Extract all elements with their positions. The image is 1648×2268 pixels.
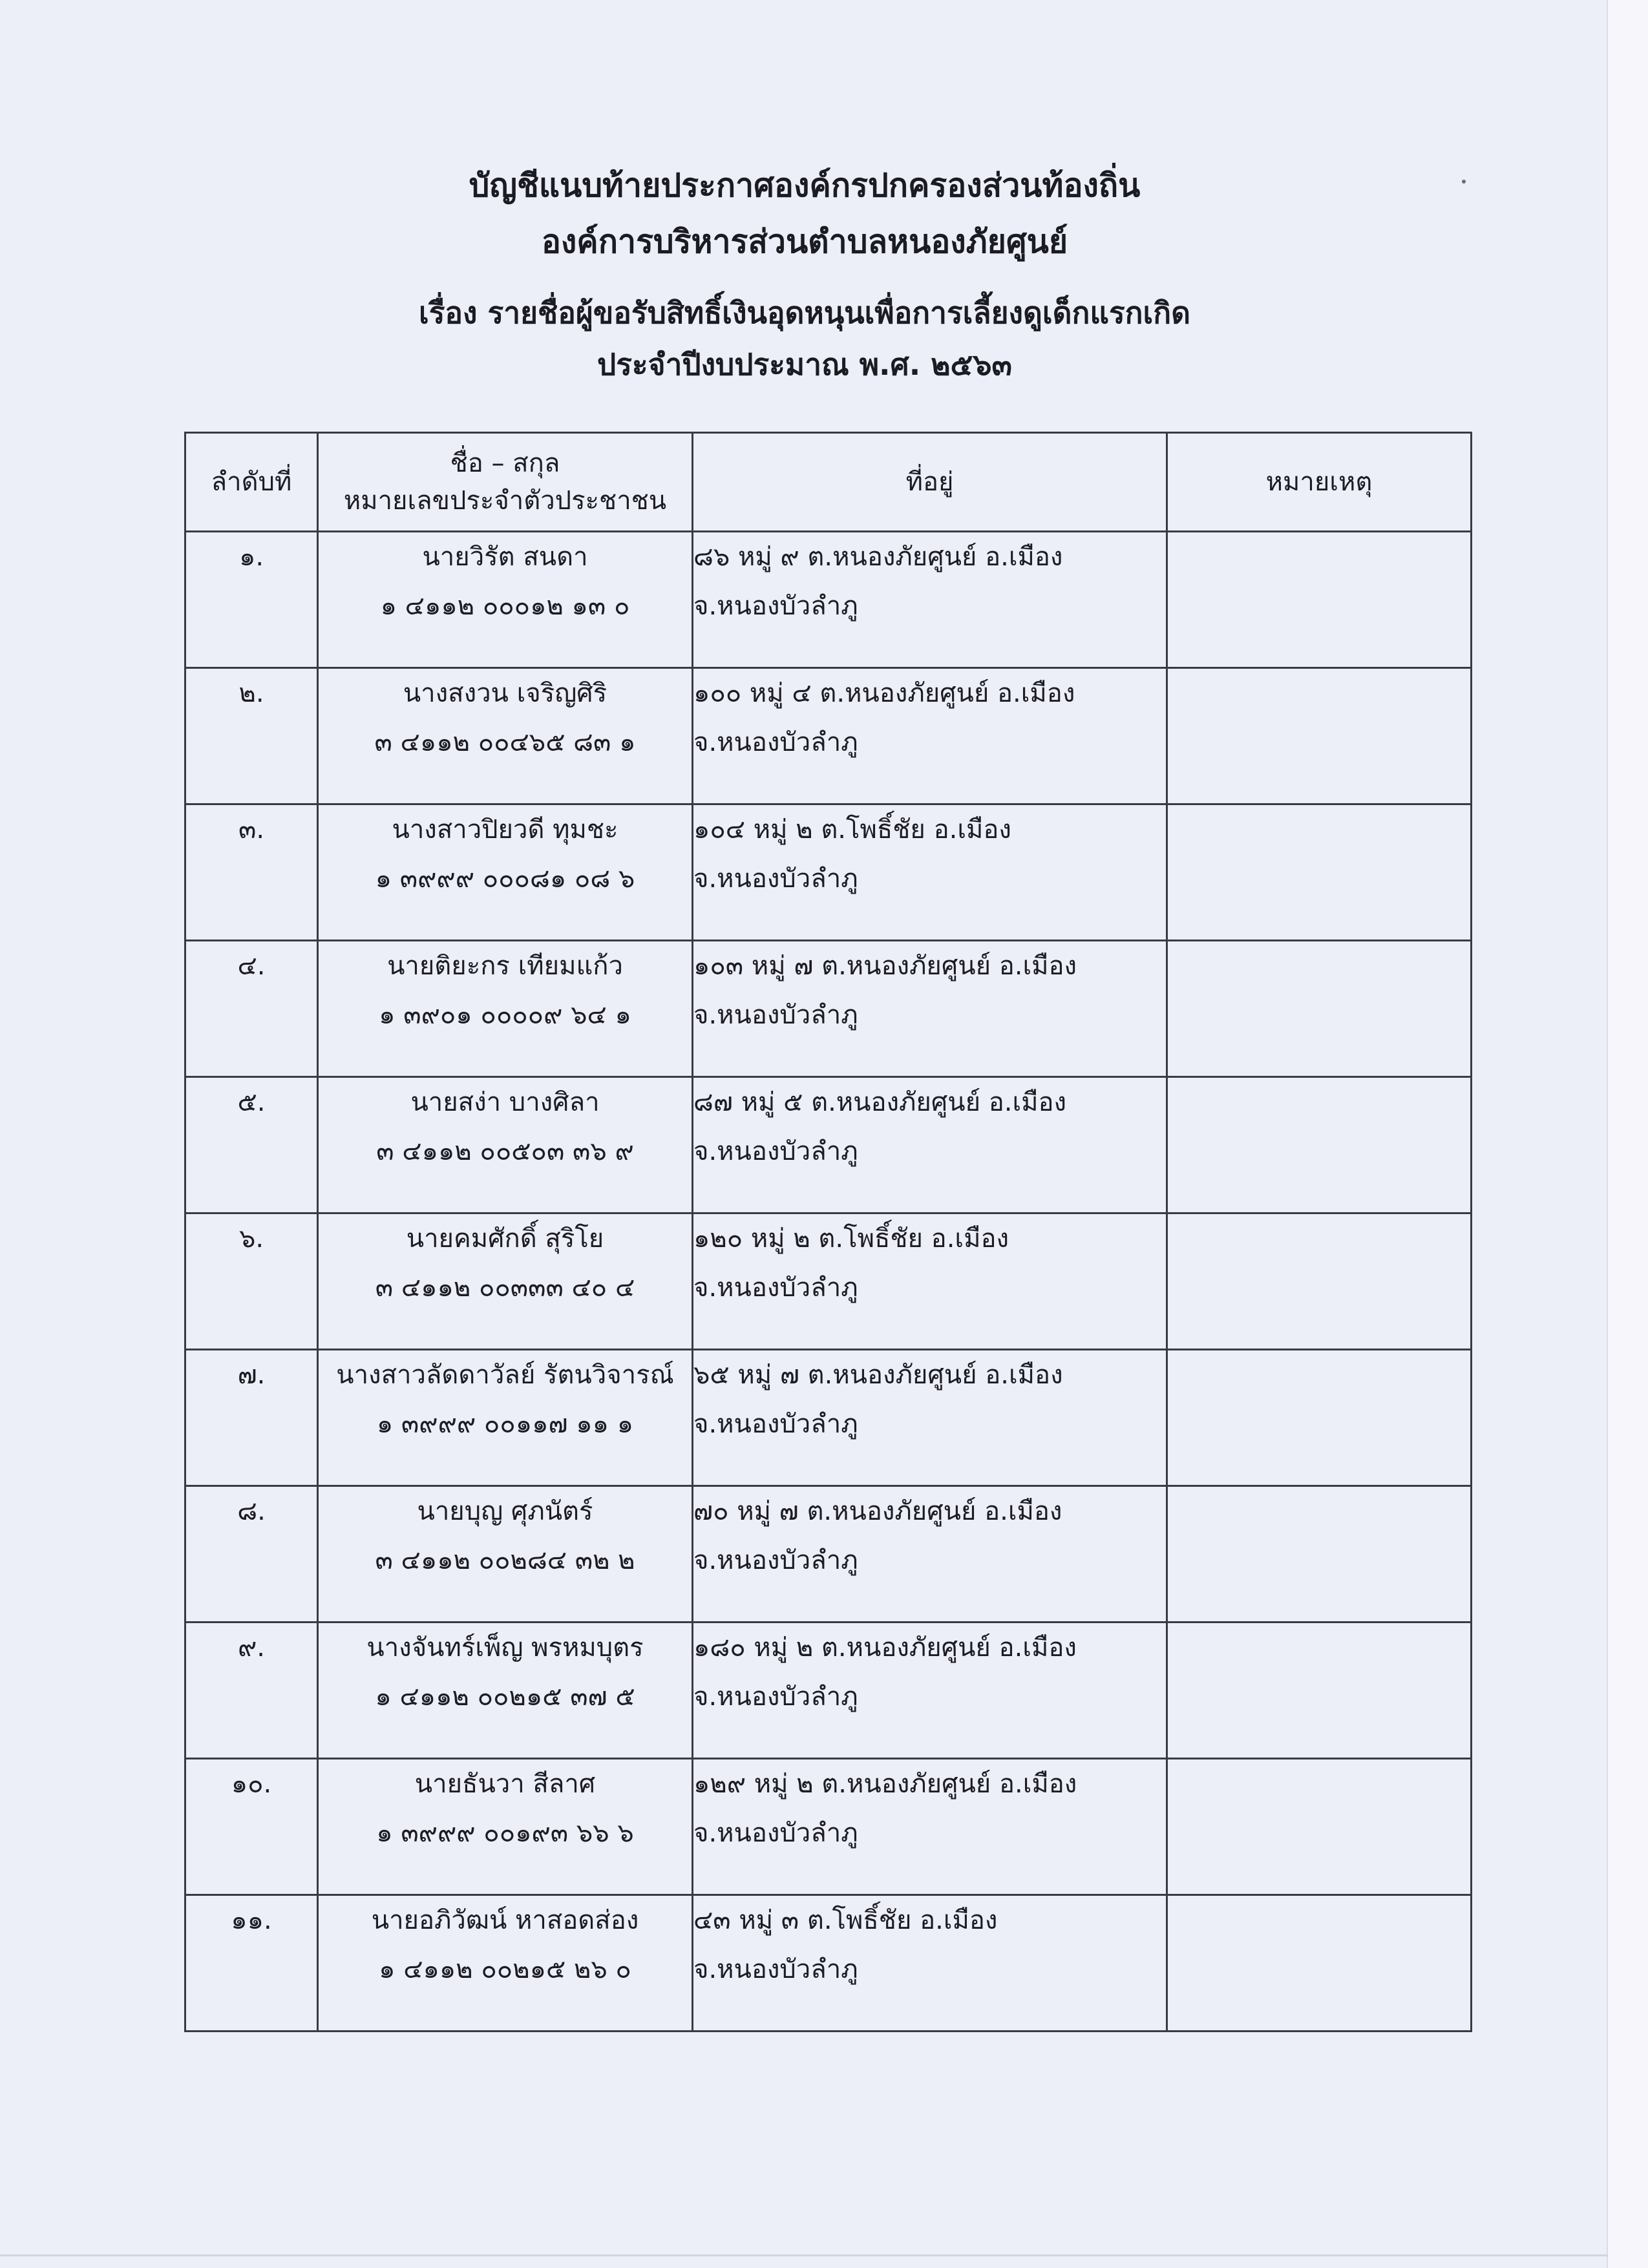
remark-cell — [1167, 668, 1472, 804]
address-line-1: ๖๕ หมู่ ๗ ต.หนองภัยศูนย์ อ.เมือง — [693, 1360, 1063, 1390]
address-line-2: จ.หนองบัวลำภู — [693, 864, 858, 894]
address-line-2: จ.หนองบัวลำภู — [693, 1955, 858, 1984]
address-cell — [693, 532, 1167, 668]
organization-name: องค์การบริหารส่วนตำบลหนองภัยศูนย์ — [541, 223, 1068, 260]
citizen-id: ๑ ๔๑๑๒ ๐๐๒๑๕ ๒๖ ๐ — [379, 1955, 631, 1984]
citizen-id: ๑ ๔๑๑๒ ๐๐๐๑๒ ๑๓ ๐ — [380, 591, 630, 621]
table-body — [185, 532, 1472, 2032]
page-bottom-edge — [0, 2254, 1608, 2256]
address-cell — [693, 1759, 1167, 1895]
recipient-cell — [318, 1486, 693, 1622]
header-id-label: หมายเลขประจำตัวประชาชน — [343, 486, 667, 516]
recipient-cell — [318, 1213, 693, 1350]
remark-cell — [1167, 1213, 1472, 1350]
address-cell — [693, 668, 1167, 804]
recipient-name: นางสาวลัดดาวัลย์ รัตนวิจารณ์ — [336, 1360, 674, 1390]
remark-cell — [1167, 1622, 1472, 1759]
remark-cell — [1167, 1895, 1472, 2032]
recipient-name: นายวิรัต สนดา — [422, 542, 588, 572]
table-row — [185, 668, 1472, 804]
remark-cell — [1167, 1759, 1472, 1895]
address-cell — [693, 1213, 1167, 1350]
table-row — [185, 941, 1472, 1077]
recipient-cell — [318, 1759, 693, 1895]
recipient-cell — [318, 1622, 693, 1759]
recipient-table — [184, 432, 1472, 2032]
header-address: ที่อยู่ — [693, 433, 1167, 532]
citizen-id: ๓ ๔๑๑๒ ๐๐๒๘๔ ๓๒ ๒ — [375, 1546, 635, 1575]
address-line-2: จ.หนองบัวลำภู — [693, 1818, 858, 1848]
recipient-cell — [318, 1077, 693, 1213]
address-line-2: จ.หนองบัวลำภู — [693, 1546, 858, 1575]
remark-cell — [1167, 1486, 1472, 1622]
citizen-id: ๓ ๔๑๑๒ ๐๐๔๖๕ ๘๓ ๑ — [374, 728, 636, 757]
header-remarks: หมายเหตุ — [1167, 433, 1472, 532]
row-number: ๕. — [185, 1077, 318, 1213]
address-line-1: ๘๖ หมู่ ๙ ต.หนองภัยศูนย์ อ.เมือง — [693, 542, 1063, 572]
address-line-2: จ.หนองบัวลำภู — [693, 1000, 858, 1030]
recipient-cell — [318, 532, 693, 668]
citizen-id: ๑ ๓๙๙๙ ๐๐๑๙๓ ๖๖ ๖ — [376, 1818, 634, 1848]
address-line-2: จ.หนองบัวลำภู — [693, 1682, 858, 1712]
header-no: ลำดับที่ — [185, 433, 318, 532]
recipient-name: นางสาวปิยวดี ทุมชะ — [392, 815, 618, 845]
fiscal-year: ประจำปีงบประมาณ พ.ศ. ๒๕๖๓ — [597, 347, 1012, 382]
address-line-2: จ.หนองบัวลำภู — [693, 728, 858, 757]
table-row — [185, 1895, 1472, 2032]
row-number: ๘. — [185, 1486, 318, 1622]
page-title: บัญชีแนบท้ายประกาศองค์กรปกครองส่วนท้องถิ่น — [469, 167, 1141, 204]
address-line-1: ๗๐ หมู่ ๗ ต.หนองภัยศูนย์ อ.เมือง — [693, 1496, 1062, 1526]
citizen-id: ๑ ๔๑๑๒ ๐๐๒๑๕ ๓๗ ๕ — [375, 1682, 635, 1712]
recipient-name: นายอภิวัฒน์ หาสอดส่อง — [371, 1906, 639, 1935]
address-cell — [693, 941, 1167, 1077]
address-line-1: ๑๒๐ หมู่ ๒ ต.โพธิ์ชัย อ.เมือง — [693, 1224, 1009, 1254]
address-line-1: ๑๒๙ หมู่ ๒ ต.หนองภัยศูนย์ อ.เมือง — [693, 1769, 1077, 1799]
table-row — [185, 532, 1472, 668]
recipient-cell — [318, 1350, 693, 1486]
remark-cell — [1167, 532, 1472, 668]
recipient-cell — [318, 804, 693, 941]
recipient-cell — [318, 668, 693, 804]
address-cell — [693, 1350, 1167, 1486]
row-number: ๒. — [185, 668, 318, 804]
table-row — [185, 1622, 1472, 1759]
address-line-1: ๑๘๐ หมู่ ๒ ต.หนองภัยศูนย์ อ.เมือง — [693, 1633, 1077, 1663]
address-cell — [693, 1622, 1167, 1759]
row-number: ๗. — [185, 1350, 318, 1486]
citizen-id: ๑ ๓๙๙๙ ๐๐๐๘๑ ๐๘ ๖ — [375, 864, 635, 894]
address-cell — [693, 804, 1167, 941]
recipient-name: นายสง่า บางศิลา — [410, 1087, 600, 1117]
remark-cell — [1167, 804, 1472, 941]
recipient-name: นายธันวา สีลาศ — [414, 1769, 596, 1799]
address-cell — [693, 1486, 1167, 1622]
citizen-id: ๑ ๓๙๙๙ ๐๐๑๑๗ ๑๑ ๑ — [376, 1409, 634, 1439]
recipient-name: นายบุญ ศุภนัตร์ — [417, 1496, 593, 1526]
recipient-name: นางจันทร์เพ็ญ พรหมบุตร — [366, 1633, 644, 1663]
address-line-2: จ.หนองบัวลำภู — [693, 1409, 858, 1439]
header-name — [318, 433, 693, 532]
table-row — [185, 1486, 1472, 1622]
row-number: ๑๐. — [185, 1759, 318, 1895]
recipient-cell — [318, 1895, 693, 2032]
recipient-name: นายติยะกร เทียมแก้ว — [387, 951, 623, 981]
row-number: ๙. — [185, 1622, 318, 1759]
table-row — [185, 804, 1472, 941]
address-line-1: ๑๐๔ หมู่ ๒ ต.โพธิ์ชัย อ.เมือง — [693, 815, 1011, 845]
table-row — [185, 1077, 1472, 1213]
citizen-id: ๓ ๔๑๑๒ ๐๐๓๓๓ ๔๐ ๔ — [375, 1273, 635, 1303]
address-cell — [693, 1895, 1167, 2032]
address-line-1: ๑๐๐ หมู่ ๔ ต.หนองภัยศูนย์ อ.เมือง — [693, 678, 1075, 708]
remark-cell — [1167, 1350, 1472, 1486]
remark-cell — [1167, 941, 1472, 1077]
address-line-1: ๑๐๓ หมู่ ๗ ต.หนองภัยศูนย์ อ.เมือง — [693, 951, 1077, 981]
table-row — [185, 1213, 1472, 1350]
row-number: ๑. — [185, 532, 318, 668]
address-line-2: จ.หนองบัวลำภู — [693, 1273, 858, 1303]
row-number: ๔. — [185, 941, 318, 1077]
row-number: ๖. — [185, 1213, 318, 1350]
remark-cell — [1167, 1077, 1472, 1213]
row-number: ๓. — [185, 804, 318, 941]
citizen-id: ๓ ๔๑๑๒ ๐๐๕๐๓ ๓๖ ๙ — [376, 1137, 634, 1166]
recipient-name: นางสงวน เจริญศิริ — [403, 678, 607, 708]
address-cell — [693, 1077, 1167, 1213]
address-line-2: จ.หนองบัวลำภู — [693, 1137, 858, 1166]
subject-line: เรื่อง รายชื่อผู้ขอรับสิทธิ์เงินอุดหนุนเพื่อการเลี้ยงดูเด็กแรกเกิด — [419, 295, 1190, 330]
address-line-1: ๘๗ หมู่ ๕ ต.หนองภัยศูนย์ อ.เมือง — [693, 1087, 1067, 1117]
table-row — [185, 1350, 1472, 1486]
table-header-row — [185, 433, 1472, 532]
address-line-1: ๔๓ หมู่ ๓ ต.โพธิ์ชัย อ.เมือง — [693, 1906, 998, 1935]
header-name-label: ชื่อ – สกุล — [450, 448, 560, 478]
address-line-2: จ.หนองบัวลำภู — [693, 591, 858, 621]
page-edge — [1607, 0, 1648, 2268]
recipient-cell — [318, 941, 693, 1077]
row-number: ๑๑. — [185, 1895, 318, 2032]
citizen-id: ๑ ๓๙๐๑ ๐๐๐๐๙ ๖๔ ๑ — [379, 1000, 631, 1030]
recipient-name: นายคมศักดิ์ สุริโย — [406, 1224, 604, 1254]
table-row — [185, 1759, 1472, 1895]
scan-speck — [1462, 180, 1466, 184]
